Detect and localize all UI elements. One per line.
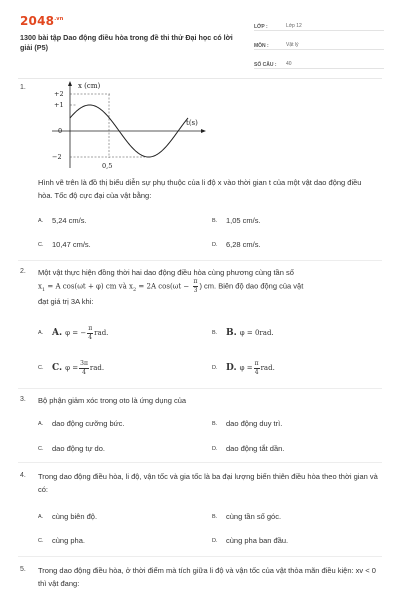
question-1-option-c[interactable] (38, 240, 91, 249)
option-text: 10,47 cm/s. (52, 240, 91, 249)
question-count-label: SỐ CÂU : (254, 62, 277, 68)
option-letter: B. (212, 217, 218, 224)
question-3-option-d[interactable]: D. dao động tắt dần. (212, 444, 285, 453)
graph-tick-zero: 0 (58, 127, 63, 135)
question-2-text (38, 266, 378, 308)
question-4-option-b[interactable]: B. cùng tần số góc. (212, 512, 282, 521)
question-divider (18, 556, 382, 557)
option-letter: C. (38, 241, 44, 248)
graph-tick-half: 0,5 (102, 162, 113, 170)
question-2-option-d[interactable]: D. D. φ = $\frac{\pi}{4}$ rad. (212, 359, 275, 376)
option-letter: A. (38, 217, 44, 224)
option-letter: D. (212, 241, 218, 248)
document-title: 1300 bài tập Dao động điều hòa trong đề thi thử Đại học có lời giải (P5) (20, 33, 233, 52)
question-1-option-d[interactable] (212, 240, 261, 249)
header (0, 0, 400, 80)
question-5-number: 5. (20, 566, 26, 573)
graph-tick-plus2: +2 (54, 90, 64, 98)
logo-suffix: .vn (54, 16, 64, 22)
question-2-option-a[interactable]: A. A. φ = − $\frac{\pi}{4}$ rad. (38, 324, 109, 341)
graph-tick-plus1: +1 (54, 101, 64, 109)
question-1-option-a[interactable] (38, 216, 87, 225)
question-2-option-b[interactable]: B. B. φ = 0rad. (212, 328, 274, 338)
question-4-number: 4. (20, 472, 26, 479)
question-1-text: Hình vẽ trên là đồ thị biểu diễn sự phụ thuộc của li độ x vào thời gian t của một vật dao động điều hòa. Tốc độ cực đại của vật bằng: (38, 178, 362, 201)
question-1-option-b[interactable] (212, 216, 261, 225)
graph-y-label: x (cm) (78, 82, 101, 90)
option-text: 1,05 cm/s. (226, 216, 261, 225)
question-3-number: 3. (20, 396, 26, 403)
option-text: 5,24 cm/s. (52, 216, 87, 225)
graph-y-arrow (68, 81, 72, 86)
question-divider (18, 260, 382, 261)
option-text: 6,28 cm/s. (226, 240, 261, 249)
header-divider (18, 78, 382, 79)
subject-value: Vật lý (286, 42, 299, 48)
question-count-row (254, 52, 384, 69)
question-4-text: Trong dao động điều hòa, li độ, vận tốc và gia tốc là ba đại lượng biến thiên điều hòa theo thời gian và có: (38, 472, 378, 495)
subject-label: MÔN : (254, 43, 269, 49)
graph-x-label: t(s) (186, 119, 198, 127)
graph-tick-minus2: −2 (52, 153, 62, 161)
class-row (254, 14, 384, 31)
question-3-option-b[interactable]: B. dao động duy trì. (212, 419, 283, 428)
question-4-option-d[interactable]: D. cùng pha ban đầu. (212, 536, 289, 545)
logo-main: 2048 (20, 14, 55, 28)
question-4-option-a[interactable]: A. cùng biên độ. (38, 512, 98, 521)
question-divider (18, 462, 382, 463)
question-4-option-c[interactable]: C. cùng pha. (38, 536, 85, 545)
graph-x-arrow (201, 129, 206, 133)
question-1-number: 1. (20, 84, 26, 91)
question-2-number: 2. (20, 268, 26, 275)
question-2-line-3: đạt giá trị 3A khi: (38, 296, 94, 306)
document-meta (254, 14, 384, 71)
subject-row (254, 33, 384, 50)
class-value: Lớp 12 (286, 23, 302, 29)
class-label: LỚP : (254, 24, 268, 30)
question-3-option-a[interactable]: A. dao động cưỡng bức. (38, 419, 125, 428)
question-2-line-1: Một vật thực hiện đồng thời hai dao động điều hòa cùng phương cùng tần số (38, 268, 294, 277)
question-3-option-c[interactable]: C. dao động tự do. (38, 444, 105, 453)
question-divider (18, 388, 382, 389)
displacement-time-graph (30, 80, 210, 170)
question-count-value: 40 (286, 61, 292, 67)
question-3-text: Bộ phận giảm xóc trong oto là ứng dụng của (38, 396, 187, 405)
question-2-equation: $x_1 = A$ cos(ωt + φ) cm và $x_2 = 2A$ cos(ωt − $\frac{\pi}{3}$ ) cm. Biên độ dao động của vật (38, 278, 304, 295)
question-2-option-c[interactable]: C. C. φ = $\frac{3\pi}{4}$ rad. (38, 359, 105, 376)
question-5-text: Trong dao động điều hòa, ở thời điểm mà tích giữa li độ và vận tốc của vật thỏa mãn điều kiện: xv < 0 thì vật đang: (38, 566, 376, 589)
